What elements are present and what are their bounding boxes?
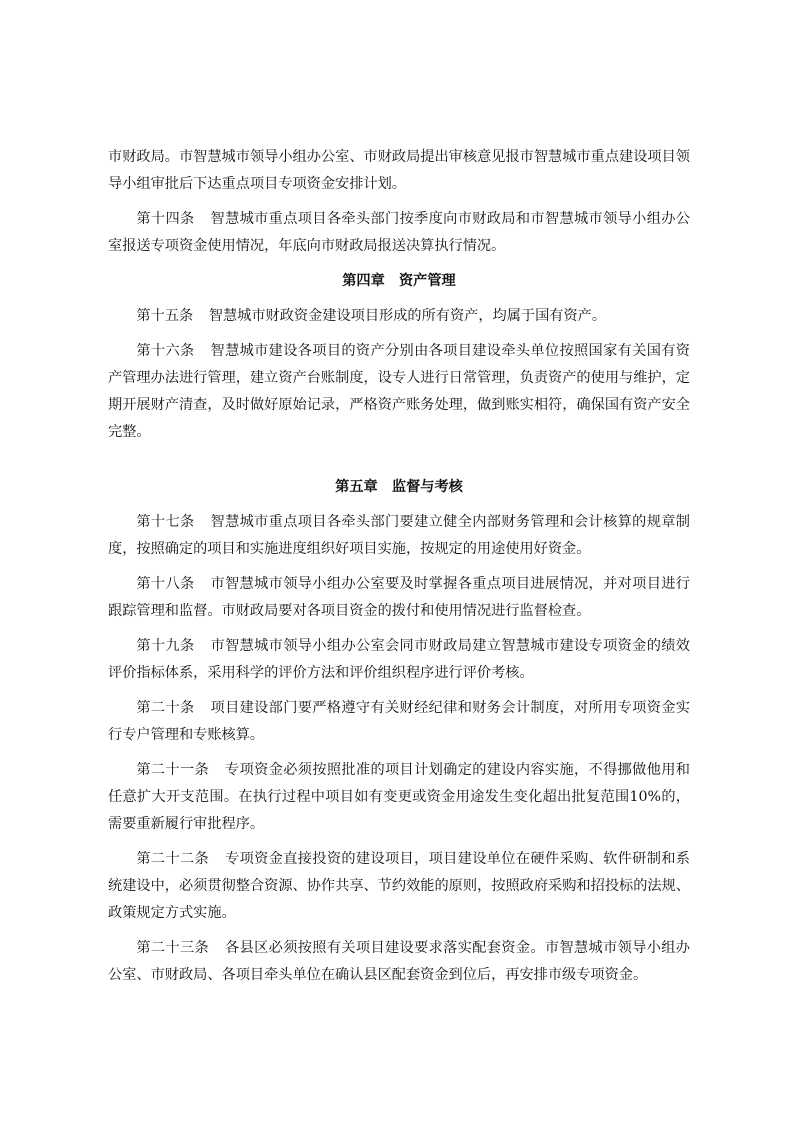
article-22 [108, 846, 690, 927]
article-18 [108, 571, 690, 625]
article-19 [108, 633, 690, 687]
article-15 [108, 303, 690, 330]
article-number: 第二十二条 [136, 851, 210, 867]
article-text: 智慧城市建设各项目的资产分别由各项目建设牵头单位按照国家有关国有资产管理办法进行管理，建立资产台账制度，设专人进行日常管理，负责资产的使用与维护，定期开展财产清查，及时做好原始记录，严格资产账务处理，做到账实相符，确保国有资产安全完整。 [108, 343, 690, 440]
article-text: 市智慧城市领导小组办公室会同市财政局建立智慧城市建设专项资金的绩效评价指标体系，采用科学的评价方法和评价组织程序进行评价考核。 [108, 638, 690, 681]
article-number: 第十五条 [136, 308, 194, 324]
article-16 [108, 338, 690, 446]
article-number: 第十四条 [136, 211, 195, 227]
article-number: 第二十一条 [136, 762, 210, 778]
article-number: 第十九条 [136, 638, 195, 654]
article-number: 第十六条 [136, 343, 195, 359]
chapter-heading-4: 第四章 资产管理 [342, 273, 456, 289]
article-text: 各县区必须按照有关项目建设要求落实配套资金。市智慧城市领导小组办公室、市财政局、各项目牵头单位在确认县区配套资金到位后，再安排市级专项资金。 [108, 940, 690, 983]
article-text: 专项资金必须按照批准的项目计划确定的建设内容实施，不得挪做他用和任意扩大开支范围。在执行过程中项目如有变更或资金用途发生变化超出批复范围10%的，需要重新履行审批程序。 [108, 762, 690, 832]
document-page [108, 144, 690, 989]
article-text: 市智慧城市领导小组办公室要及时掌握各重点项目进展情况，并对项目进行跟踪管理和监督。市财政局要对各项目资金的拨付和使用情况进行监督检查。 [108, 576, 690, 619]
article-21 [108, 757, 690, 838]
article-text: 专项资金直接投资的建设项目，项目建设单位在硬件采购、软件研制和系统建设中，必须贯彻整合资源、协作共享、节约效能的原则，按照政府采购和招投标的法规、政策规定方式实施。 [108, 851, 690, 921]
article-text: 智慧城市重点项目各牵头部门按季度向市财政局和市智慧城市领导小组办公室报送专项资金使用情况，年底向市财政局报送决算执行情况。 [108, 211, 690, 254]
article-text: 智慧城市财政资金建设项目形成的所有资产，均属于国有资产。 [208, 308, 607, 324]
article-number: 第二十条 [136, 700, 195, 716]
article-number: 第十八条 [136, 576, 195, 592]
article-text: 项目建设部门要严格遵守有关财经纪律和财务会计制度，对所用专项资金实行专户管理和专账核算。 [108, 700, 690, 743]
chapter-heading-5: 第五章 监督与考核 [335, 479, 463, 495]
paragraph-continuation [108, 144, 690, 198]
article-17 [108, 509, 690, 563]
article-23 [108, 935, 690, 989]
article-20 [108, 695, 690, 749]
article-14 [108, 206, 690, 260]
article-number: 第十七条 [136, 514, 195, 530]
paragraph-text: 市财政局。市智慧城市领导小组办公室、市财政局提出审核意见报市智慧城市重点建设项目领导小组审批后下达重点项目专项资金安排计划。 [108, 149, 690, 192]
article-text: 智慧城市重点项目各牵头部门要建立健全内部财务管理和会计核算的规章制度，按照确定的项目和实施进度组织好项目实施，按规定的用途使用好资金。 [108, 514, 690, 557]
article-number: 第二十三条 [136, 940, 210, 956]
